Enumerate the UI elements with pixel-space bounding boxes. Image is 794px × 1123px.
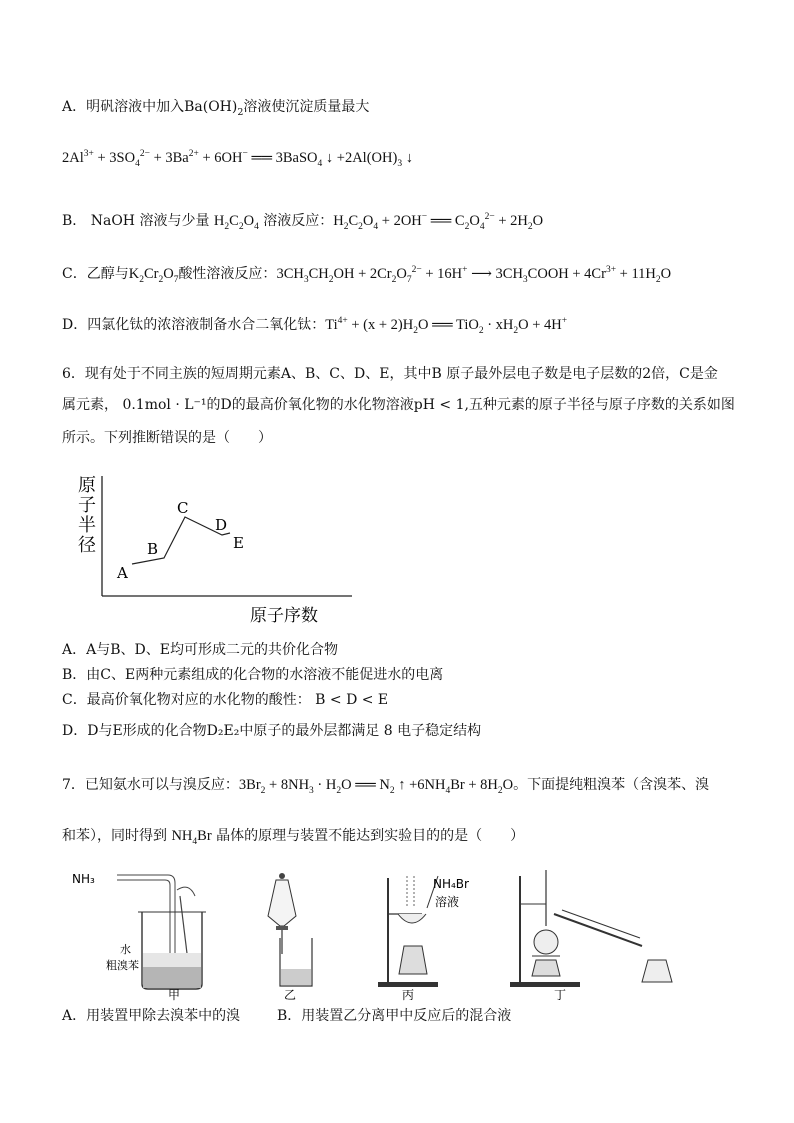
- point-label-b: B: [147, 540, 159, 558]
- x-axis-label: 原子序数: [250, 606, 318, 626]
- caption-bing: 丙: [402, 988, 415, 1002]
- caption-yi: 乙: [284, 988, 297, 1002]
- apparatus-ding: [510, 870, 672, 1002]
- q6-option-d: D．D与E形成的化合物D₂E₂中原子的最外层都满足 8 电子稳定结构: [62, 723, 482, 739]
- y-label-char-2: 子: [78, 495, 96, 516]
- solution-label: 溶液: [435, 895, 460, 909]
- q7-apparatus-figure: [62, 856, 682, 1006]
- q7-option-a: A．用装置甲除去溴苯中的溴: [62, 1008, 241, 1024]
- q6-option-a: A．A与B、D、E均可形成二元的共价化合物: [62, 642, 338, 658]
- nh4br-label: NH₄Br: [433, 877, 469, 891]
- q5-option-b: B． NaOH 溶液与少量 $H_2C_2O_4$ 溶液反应：$H_2C_2O_4 + 2OH^-$ ══ $C_2O_4^{2-} + 2H_2O$: [62, 212, 544, 232]
- caption-jia: 甲: [168, 988, 181, 1002]
- q6-option-c: C．最高价氧化物对应的水化物的酸性： B < D < E: [62, 692, 389, 708]
- q6-option-b: B．由C、E两种元素组成的化合物的水溶液不能促进水的电离: [62, 667, 444, 683]
- y-label-char-1: 原: [78, 475, 96, 496]
- q6-stem-line-1: 6．现有处于不同主族的短周期元素A、B、C、D、E，其中B 原子最外层电子数是电子层数的2倍，C是金: [62, 366, 718, 382]
- point-label-e: E: [233, 534, 244, 552]
- q7-stem-line-1: 7．已知氨水可以与溴反应：$3Br_2 + 8NH_3 \cdot H_2O$ ══ $N_2$ ↑ $+6NH_4Br + 8H_2O$。下面提纯粗溴苯（含溴苯、溴: [62, 777, 710, 796]
- q5-option-a: A．明矾溶液中加入$Ba(OH)_2$溶液使沉淀质量最大: [62, 99, 370, 118]
- q7-option-b: B．用装置乙分离甲中反应后的混合液: [277, 1008, 512, 1024]
- point-label-d: D: [215, 516, 228, 534]
- apparatus-yi: [268, 873, 312, 1002]
- point-label-c: C: [177, 499, 189, 517]
- y-label-char-3: 半: [78, 515, 96, 536]
- nh3-label: NH₃: [72, 872, 95, 886]
- apparatus-bing: [378, 876, 469, 1002]
- q5-option-a-equation: $2Al^{3+} + 3SO_4^{2-} + 3Ba^{2+} + 6OH^-$ ══ 3BaSO$_4$ ↓ $+2Al(OH)_3$ ↓: [62, 149, 413, 169]
- q6-chart-svg: [70, 466, 360, 626]
- q6-stem-line-2: 属元素， 0.1mol · L⁻¹的D的最高价氧化物的水化物溶液pH < 1,五种元素的原子半径与原子序数的关系如图: [62, 397, 735, 413]
- q5-option-d: D．四氯化钛的浓溶液制备水合二氧化钛：$Ti^{4+} + (x + 2)H_2O$ ══ $TiO_2 \cdot xH_2O + 4H^+$: [62, 316, 568, 336]
- q7-apparatus-svg: [62, 856, 682, 1006]
- q5-option-c: C．乙醇与$K_2Cr_2O_7$酸性溶液反应：$3CH_3CH_2OH + 2Cr_2O_7^{2-} + 16H^+$ ⟶ $3CH_3COOH + 4Cr^{3+} + 11H_2O$: [62, 265, 672, 285]
- crude-bromobenzene-label: 粗溴苯: [106, 959, 139, 972]
- y-label-char-4: 径: [78, 535, 96, 556]
- q6-stem-line-3: 所示。下列推断错误的是（ ）: [62, 430, 272, 446]
- q7-stem-line-2: 和苯），同时得到 $NH_4Br$ 晶体的原理与装置不能达到实验目的的是（ ）: [62, 828, 525, 847]
- water-label: 水: [120, 943, 131, 956]
- caption-ding: 丁: [554, 988, 567, 1002]
- point-label-a: A: [117, 564, 128, 582]
- apparatus-jia: [72, 872, 206, 1002]
- q6-radius-chart: [70, 466, 360, 626]
